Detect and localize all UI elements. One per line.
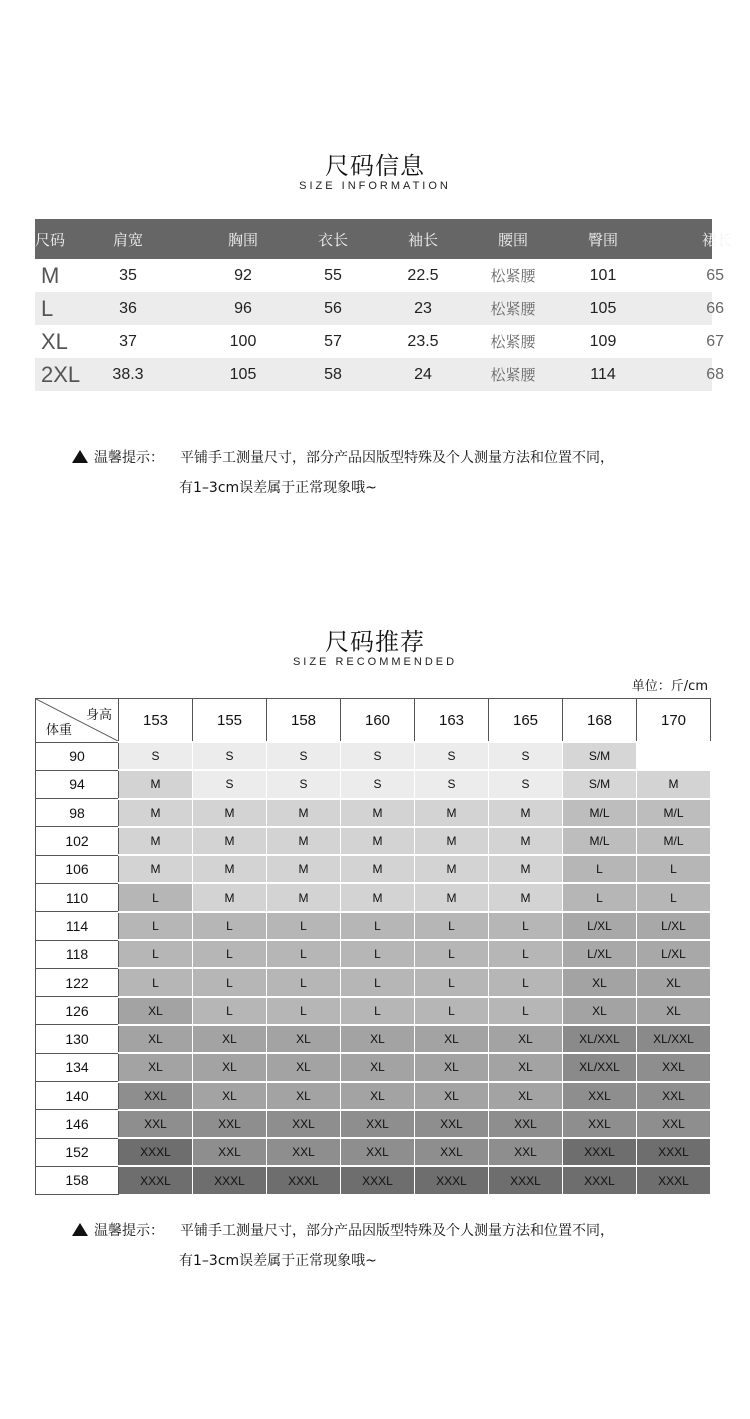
cell-waist: 松紧腰 xyxy=(490,300,536,318)
size-cell: S xyxy=(489,770,563,798)
cell-skirt-length: 68 xyxy=(706,365,724,383)
weight-row xyxy=(36,1053,711,1081)
weight-cell: 98 xyxy=(36,799,119,827)
size-cell: M xyxy=(267,799,341,827)
size-cell: XL xyxy=(119,1053,193,1081)
tip-line-1: 平铺手工测量尺寸，部分产品因版型特殊及个人测量方法和位置不同， xyxy=(180,1223,614,1239)
height-col-header: 170 xyxy=(637,699,711,743)
cell-hip: 101 xyxy=(589,266,617,284)
size-cell: XL xyxy=(563,997,637,1025)
size-cell: M xyxy=(415,883,489,911)
size-cell: L xyxy=(193,968,267,996)
size-cell: L xyxy=(415,912,489,940)
cell-skirt-length: 65 xyxy=(706,266,724,284)
size-cell: XL xyxy=(267,1025,341,1053)
size-cell: M xyxy=(415,799,489,827)
size-cell: L xyxy=(193,940,267,968)
size-cell: L xyxy=(267,997,341,1025)
size-cell: L xyxy=(563,855,637,883)
size-info-row xyxy=(35,358,724,391)
size-cell: XXL xyxy=(267,1110,341,1138)
size-cell: S xyxy=(193,770,267,798)
size-cell: L xyxy=(415,968,489,996)
size-cell: XXXL xyxy=(341,1166,415,1194)
size-cell: XL xyxy=(415,1053,489,1081)
height-col-header: 168 xyxy=(563,699,637,743)
size-recommend-table xyxy=(35,698,711,1195)
size-cell: XXL xyxy=(341,1138,415,1166)
tip-label: 温馨提示： xyxy=(94,450,164,466)
size-cell: L xyxy=(637,883,711,911)
size-cell: L/XL xyxy=(637,912,711,940)
size-cell: M xyxy=(415,855,489,883)
size-cell xyxy=(637,742,711,770)
header-bust: 胸围 xyxy=(227,230,258,249)
size-cell: XL xyxy=(193,1082,267,1110)
size-cell: M xyxy=(193,883,267,911)
cell-waist: 松紧腰 xyxy=(490,333,536,351)
size-cell: L/XL xyxy=(563,912,637,940)
size-cell: M xyxy=(193,827,267,855)
cell-hip: 109 xyxy=(589,332,617,350)
cell-length: 55 xyxy=(324,266,342,284)
size-cell: M xyxy=(267,855,341,883)
cell-shoulder: 38.3 xyxy=(112,365,144,383)
size-cell: XXL xyxy=(193,1138,267,1166)
size-cell: XL xyxy=(415,1082,489,1110)
size-cell: M xyxy=(341,827,415,855)
cell-length: 57 xyxy=(324,332,342,350)
size-cell: L xyxy=(119,883,193,911)
size-cell: S xyxy=(341,770,415,798)
size-cell: XL xyxy=(267,1053,341,1081)
cell-skirt-length: 67 xyxy=(706,332,724,350)
height-header-row xyxy=(36,699,711,743)
size-cell: M xyxy=(489,855,563,883)
weight-row xyxy=(36,855,711,883)
size-cell: XL xyxy=(341,1082,415,1110)
size-cell: XXL xyxy=(119,1082,193,1110)
size-info-header-row xyxy=(35,219,732,259)
size-cell: M xyxy=(119,770,193,798)
size-cell: L xyxy=(341,912,415,940)
size-cell: XXL xyxy=(341,1110,415,1138)
tip-line-2: 有1–3cm误差属于正常现象哦~ xyxy=(179,480,377,496)
height-col-header: 165 xyxy=(489,699,563,743)
size-cell: S xyxy=(267,770,341,798)
size-cell: M xyxy=(193,799,267,827)
header-size: 尺码 xyxy=(35,230,66,249)
size-cell: XXL xyxy=(415,1110,489,1138)
weight-row xyxy=(36,940,711,968)
size-info-table xyxy=(35,219,732,391)
weight-cell: 102 xyxy=(36,827,119,855)
size-cell: XL xyxy=(563,968,637,996)
size-cell: S/M xyxy=(563,742,637,770)
cell-sleeve: 23.5 xyxy=(407,332,439,350)
header-skirt-length: 裙长 xyxy=(701,230,732,249)
size-cell: XXXL xyxy=(119,1138,193,1166)
size-cell: XXXL xyxy=(119,1166,193,1194)
cell-length: 58 xyxy=(324,365,342,383)
size-cell: XXL xyxy=(637,1082,711,1110)
size-cell: XXXL xyxy=(563,1138,637,1166)
size-info-row xyxy=(35,292,724,325)
cell-bust: 96 xyxy=(234,299,252,317)
size-cell: XL xyxy=(341,1025,415,1053)
size-cell: S xyxy=(193,742,267,770)
cell-shoulder: 35 xyxy=(119,266,137,284)
cell-waist: 松紧腰 xyxy=(490,366,536,384)
cell-hip: 105 xyxy=(589,299,617,317)
height-col-header: 153 xyxy=(119,699,193,743)
size-cell: XXL xyxy=(563,1082,637,1110)
size-cell: XL xyxy=(119,997,193,1025)
cell-sleeve: 22.5 xyxy=(407,266,439,284)
size-cell: XXL xyxy=(267,1138,341,1166)
size-cell: M xyxy=(119,799,193,827)
weight-row xyxy=(36,1110,711,1138)
size-cell: XXL xyxy=(193,1110,267,1138)
height-axis-label: 身高 xyxy=(85,708,112,723)
size-recommend-subtitle: SIZE RECOMMENDED xyxy=(292,656,458,668)
size-cell: M xyxy=(193,855,267,883)
weight-row xyxy=(36,968,711,996)
unit-label: 单位：斤/cm xyxy=(631,679,708,694)
weight-cell: 140 xyxy=(36,1082,119,1110)
weight-cell: 122 xyxy=(36,968,119,996)
tip-line-1: 平铺手工测量尺寸，部分产品因版型特殊及个人测量方法和位置不同， xyxy=(180,450,614,466)
weight-cell: 158 xyxy=(36,1166,119,1194)
cell-skirt-length: 66 xyxy=(706,299,724,317)
size-cell: XL xyxy=(193,1053,267,1081)
size-info-subtitle: SIZE INFORMATION xyxy=(299,180,451,192)
size-cell: M xyxy=(489,827,563,855)
weight-cell: 130 xyxy=(36,1025,119,1053)
size-cell: L xyxy=(341,968,415,996)
size-cell: S/M xyxy=(563,770,637,798)
size-cell: S xyxy=(341,742,415,770)
size-info-title: 尺码信息 xyxy=(325,152,425,180)
height-col-header: 158 xyxy=(267,699,341,743)
weight-row xyxy=(36,799,711,827)
size-cell: L xyxy=(637,855,711,883)
weight-row xyxy=(36,912,711,940)
size-cell: XXL xyxy=(637,1110,711,1138)
size-cell: XL xyxy=(489,1053,563,1081)
size-cell: M xyxy=(637,770,711,798)
size-cell: XL xyxy=(637,997,711,1025)
size-cell: L xyxy=(119,940,193,968)
tip-note-2 xyxy=(72,1216,712,1276)
size-cell: L xyxy=(341,940,415,968)
cell-shoulder: 36 xyxy=(119,299,137,317)
size-cell: L xyxy=(267,940,341,968)
size-cell: XL xyxy=(489,1082,563,1110)
size-cell: XL/XXL xyxy=(563,1053,637,1081)
size-cell: XXXL xyxy=(563,1166,637,1194)
size-cell: XXL xyxy=(563,1110,637,1138)
height-col-header: 160 xyxy=(341,699,415,743)
size-cell: L xyxy=(489,912,563,940)
size-cell: M/L xyxy=(637,799,711,827)
size-cell: XXXL xyxy=(637,1166,711,1194)
size-cell: M/L xyxy=(637,827,711,855)
cell-hip: 114 xyxy=(590,365,616,383)
header-hip: 臀围 xyxy=(587,230,618,249)
weight-cell: 114 xyxy=(36,912,119,940)
weight-row xyxy=(36,1166,711,1194)
size-cell: XXL xyxy=(489,1138,563,1166)
size-recommend-title: 尺码推荐 xyxy=(325,628,425,656)
size-cell: S xyxy=(119,742,193,770)
size-cell: M xyxy=(415,827,489,855)
size-cell: XL xyxy=(267,1082,341,1110)
cell-bust: 100 xyxy=(229,332,257,350)
size-cell: M xyxy=(341,799,415,827)
size-info-row xyxy=(35,259,724,292)
size-cell: L xyxy=(489,940,563,968)
weight-cell: 90 xyxy=(36,742,119,770)
size-cell: XXXL xyxy=(193,1166,267,1194)
tip-line-2: 有1–3cm误差属于正常现象哦~ xyxy=(179,1253,377,1269)
size-cell: XXL xyxy=(415,1138,489,1166)
cell-sleeve: 23 xyxy=(414,299,432,317)
size-cell: L xyxy=(341,997,415,1025)
cell-sleeve: 24 xyxy=(414,365,432,383)
weight-row xyxy=(36,827,711,855)
cell-size: L xyxy=(41,295,54,321)
size-cell: M/L xyxy=(563,799,637,827)
weight-row xyxy=(36,997,711,1025)
size-cell: M/L xyxy=(563,827,637,855)
tip-note-1 xyxy=(72,443,712,503)
cell-size: XL xyxy=(41,328,68,354)
size-cell: XL/XXL xyxy=(637,1025,711,1053)
tip-label: 温馨提示： xyxy=(94,1223,164,1239)
weight-row xyxy=(36,883,711,911)
weight-row xyxy=(36,1082,711,1110)
size-cell: L xyxy=(267,912,341,940)
size-cell: XXL xyxy=(489,1110,563,1138)
size-cell: L xyxy=(415,997,489,1025)
weight-cell: 110 xyxy=(36,883,119,911)
cell-bust: 92 xyxy=(234,266,252,284)
weight-row xyxy=(36,742,711,770)
weight-cell: 126 xyxy=(36,997,119,1025)
size-cell: S xyxy=(415,770,489,798)
size-cell: M xyxy=(489,883,563,911)
size-cell: XXXL xyxy=(415,1166,489,1194)
cell-size: M xyxy=(41,262,60,288)
size-cell: S xyxy=(489,742,563,770)
size-cell: L xyxy=(489,997,563,1025)
weight-row xyxy=(36,770,711,798)
weight-cell: 118 xyxy=(36,940,119,968)
weight-cell: 94 xyxy=(36,770,119,798)
size-cell: XL xyxy=(119,1025,193,1053)
cell-shoulder: 37 xyxy=(119,332,137,350)
warning-triangle-icon xyxy=(72,1223,88,1236)
height-col-header: 163 xyxy=(415,699,489,743)
cell-bust: 105 xyxy=(229,365,257,383)
size-cell: L/XL xyxy=(637,940,711,968)
size-cell: XL/XXL xyxy=(563,1025,637,1053)
size-cell: L xyxy=(193,912,267,940)
size-cell: L xyxy=(267,968,341,996)
header-length: 衣长 xyxy=(317,230,348,249)
size-cell: L xyxy=(119,968,193,996)
height-col-header: 155 xyxy=(193,699,267,743)
size-cell: M xyxy=(119,855,193,883)
size-cell: L xyxy=(119,912,193,940)
size-cell: XXXL xyxy=(637,1138,711,1166)
weight-row xyxy=(36,1025,711,1053)
size-info-row xyxy=(35,325,724,358)
size-cell: XXXL xyxy=(489,1166,563,1194)
size-cell: L xyxy=(193,997,267,1025)
weight-cell: 152 xyxy=(36,1138,119,1166)
weight-axis-label: 体重 xyxy=(46,722,73,738)
size-cell: L/XL xyxy=(563,940,637,968)
size-cell: XL xyxy=(341,1053,415,1081)
size-cell: XXL xyxy=(637,1053,711,1081)
size-cell: M xyxy=(267,883,341,911)
header-shoulder: 肩宽 xyxy=(112,230,143,249)
size-cell: XXL xyxy=(119,1110,193,1138)
size-cell: S xyxy=(415,742,489,770)
weight-row xyxy=(36,1138,711,1166)
warning-triangle-icon xyxy=(72,450,88,463)
size-cell: M xyxy=(489,799,563,827)
size-cell: M xyxy=(341,883,415,911)
cell-waist: 松紧腰 xyxy=(490,267,536,285)
size-cell: L xyxy=(563,883,637,911)
size-cell: XL xyxy=(637,968,711,996)
size-cell: M xyxy=(119,827,193,855)
size-cell: XL xyxy=(415,1025,489,1053)
header-waist: 腰围 xyxy=(497,230,528,249)
size-cell: L xyxy=(415,940,489,968)
weight-cell: 146 xyxy=(36,1110,119,1138)
size-cell: M xyxy=(267,827,341,855)
corner-cell xyxy=(36,699,119,743)
weight-cell: 106 xyxy=(36,855,119,883)
header-sleeve: 袖长 xyxy=(407,230,438,249)
cell-length: 56 xyxy=(324,299,342,317)
size-cell: XXXL xyxy=(267,1166,341,1194)
size-cell: XL xyxy=(193,1025,267,1053)
weight-cell: 134 xyxy=(36,1053,119,1081)
size-cell: M xyxy=(341,855,415,883)
size-cell: XL xyxy=(489,1025,563,1053)
size-cell: S xyxy=(267,742,341,770)
cell-size: 2XL xyxy=(41,361,81,387)
size-cell: L xyxy=(489,968,563,996)
